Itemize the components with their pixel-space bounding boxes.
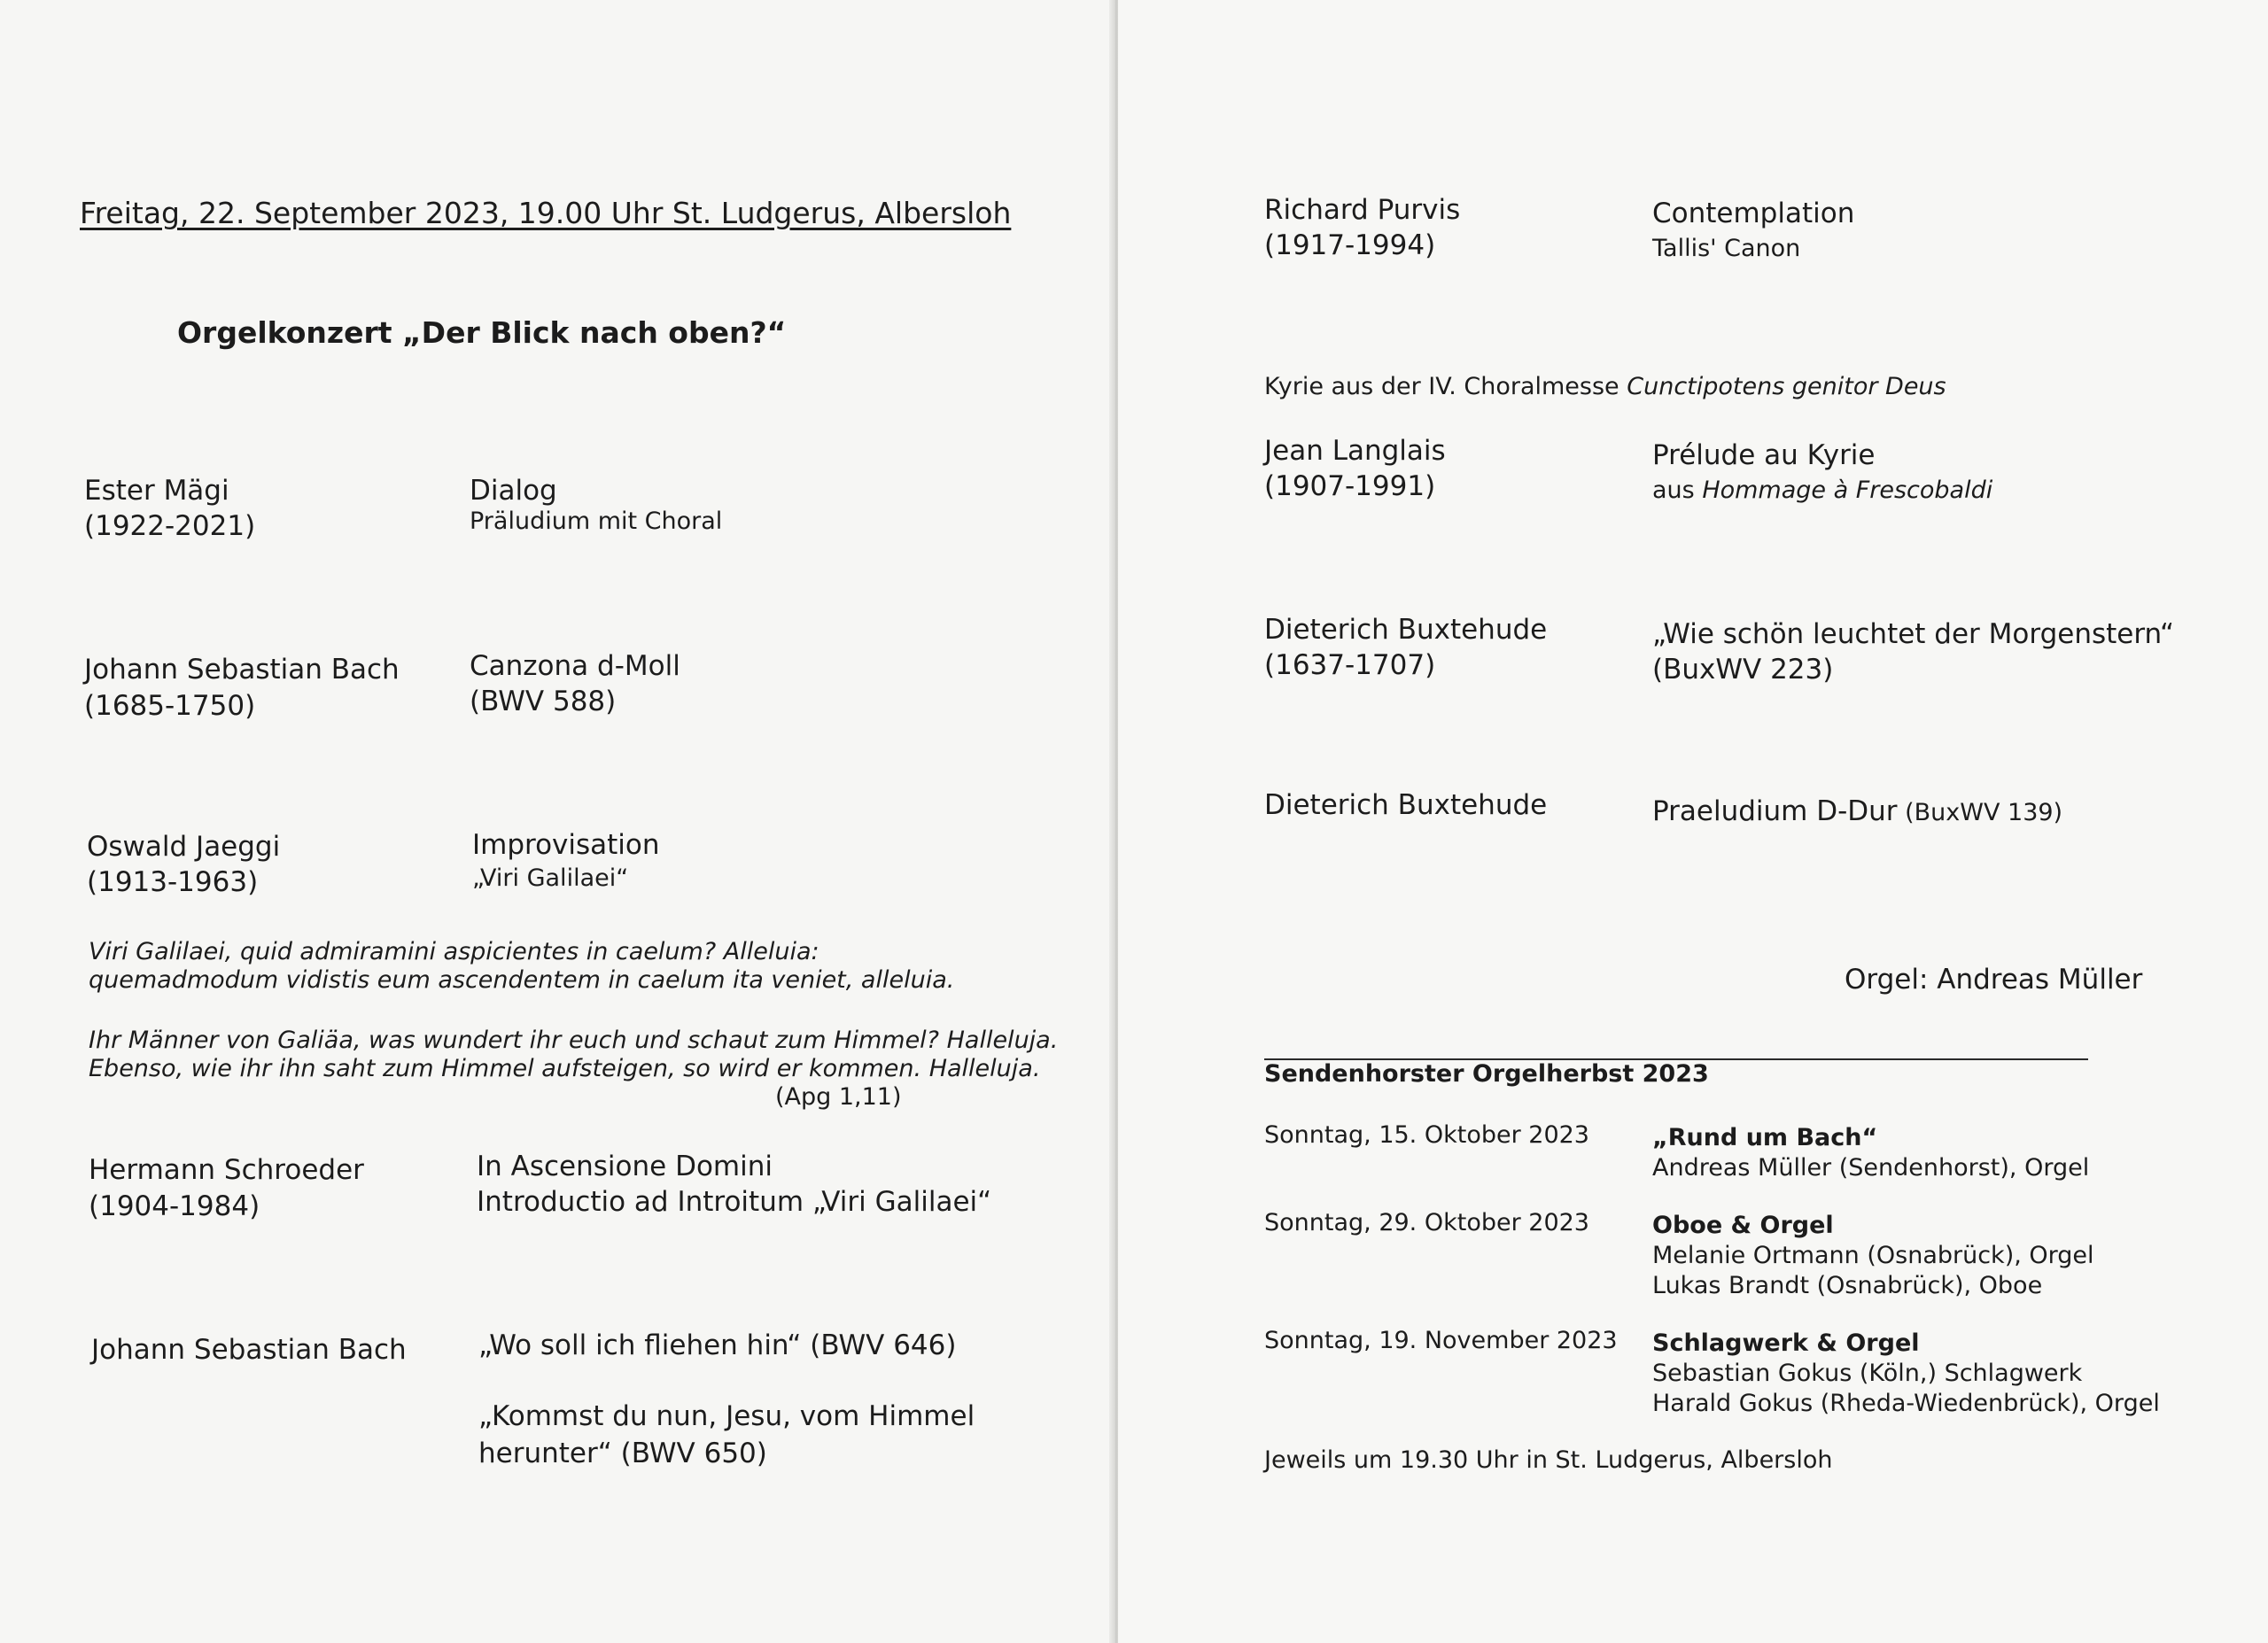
composer-dates: (1685-1750) <box>84 690 256 722</box>
event-performer: Melanie Ortmann (Osnabrück), Orgel <box>1652 1242 2094 1269</box>
work-title: Canzona d-Moll <box>470 650 680 682</box>
work-title: Improvisation <box>472 829 660 861</box>
work-subtitle: (BWV 588) <box>470 686 617 717</box>
event-performer: Harald Gokus (Rheda-Wiedenbrück), Orgel <box>1652 1390 2160 1417</box>
work-subtitle: aus Hommage à Frescobaldi <box>1652 477 1993 504</box>
composer-name: Oswald Jaeggi <box>87 831 281 863</box>
german-text-line: Ihr Männer von Galiäa, was wundert ihr euch und schaut zum Himmel? Halleluja. <box>89 1027 1059 1054</box>
work-title: Praeludium D-Dur (BuxWV 139) <box>1652 795 2063 827</box>
work-title: „Wie schön leuchtet der Morgenstern“ <box>1652 618 2174 650</box>
left-page <box>0 0 1118 1643</box>
composer-name: Dieterich Buxtehude <box>1264 789 1548 821</box>
series-footer: Jeweils um 19.30 Uhr in St. Ludgerus, Albersloh <box>1264 1446 1833 1474</box>
event-date: Sonntag, 19. November 2023 <box>1264 1327 1618 1354</box>
work-title: herunter“ (BWV 650) <box>478 1438 767 1469</box>
bible-reference: (Apg 1,11) <box>775 1083 902 1111</box>
composer-name: Dieterich Buxtehude <box>1264 614 1548 646</box>
work-subtitle: Präludium mit Choral <box>470 508 723 535</box>
series-title: Sendenhorster Orgelherbst 2023 <box>1264 1060 1709 1088</box>
work-title: Dialog <box>470 475 557 507</box>
work-title: „Wo soll ich fliehen hin“ (BWV 646) <box>478 1329 957 1361</box>
event-performer: Lukas Brandt (Osnabrück), Oboe <box>1652 1272 2043 1299</box>
composer-dates: (1913-1963) <box>87 866 259 898</box>
composer-dates: (1637-1707) <box>1264 649 1436 681</box>
work-title: „Kommst du nun, Jesu, vom Himmel <box>478 1400 975 1432</box>
work-subtitle: Introductio ad Introitum „Viri Galilaei“ <box>477 1186 992 1218</box>
work-title: In Ascensione Domini <box>477 1151 773 1182</box>
composer-name: Johann Sebastian Bach <box>91 1334 407 1366</box>
work-subtitle: (BuxWV 223) <box>1652 654 1834 686</box>
concert-title: Orgelkonzert „Der Blick nach oben?“ <box>177 315 787 350</box>
work-subtitle: „Viri Galilaei“ <box>472 864 629 892</box>
work-title: Prélude au Kyrie <box>1652 439 1876 471</box>
event-performer: Sebastian Gokus (Köln,) Schlagwerk <box>1652 1360 2083 1387</box>
organist-credit: Orgel: Andreas Müller <box>1845 964 2143 996</box>
concert-header: Freitag, 22. September 2023, 19.00 Uhr St. Ludgerus, Albersloh <box>80 196 1012 230</box>
event-title: „Rund um Bach“ <box>1652 1124 1878 1151</box>
composer-name: Richard Purvis <box>1264 194 1461 226</box>
composer-dates: (1904-1984) <box>89 1190 260 1222</box>
event-date: Sonntag, 15. Oktober 2023 <box>1264 1121 1589 1149</box>
event-date: Sonntag, 29. Oktober 2023 <box>1264 1209 1589 1236</box>
right-page <box>1118 0 2268 1643</box>
work-subtitle: Tallis' Canon <box>1652 235 1801 262</box>
composer-dates: (1917-1994) <box>1264 229 1436 261</box>
composer-name: Jean Langlais <box>1264 435 1446 467</box>
composer-dates: (1907-1991) <box>1264 470 1436 502</box>
composer-name: Ester Mägi <box>84 475 229 507</box>
composer-name: Hermann Schroeder <box>89 1154 364 1186</box>
latin-text-line: Viri Galilaei, quid admiramini aspicientes in caelum? Alleluia: <box>89 938 819 965</box>
german-text-line: Ebenso, wie ihr ihn saht zum Himmel aufsteigen, so wird er kommen. Halleluja. <box>89 1055 1041 1082</box>
kyrie-line: Kyrie aus der IV. Choralmesse Cunctipotens genitor Deus <box>1264 373 1946 400</box>
latin-text-line: quemadmodum vidistis eum ascendentem in caelum ita veniet, alleluia. <box>89 966 955 994</box>
event-title: Schlagwerk & Orgel <box>1652 1329 1920 1357</box>
event-performer: Andreas Müller (Sendenhorst), Orgel <box>1652 1154 2090 1182</box>
work-title: Contemplation <box>1652 198 1855 229</box>
composer-name: Johann Sebastian Bach <box>84 654 400 686</box>
event-title: Oboe & Orgel <box>1652 1212 1834 1239</box>
composer-dates: (1922-2021) <box>84 510 256 542</box>
